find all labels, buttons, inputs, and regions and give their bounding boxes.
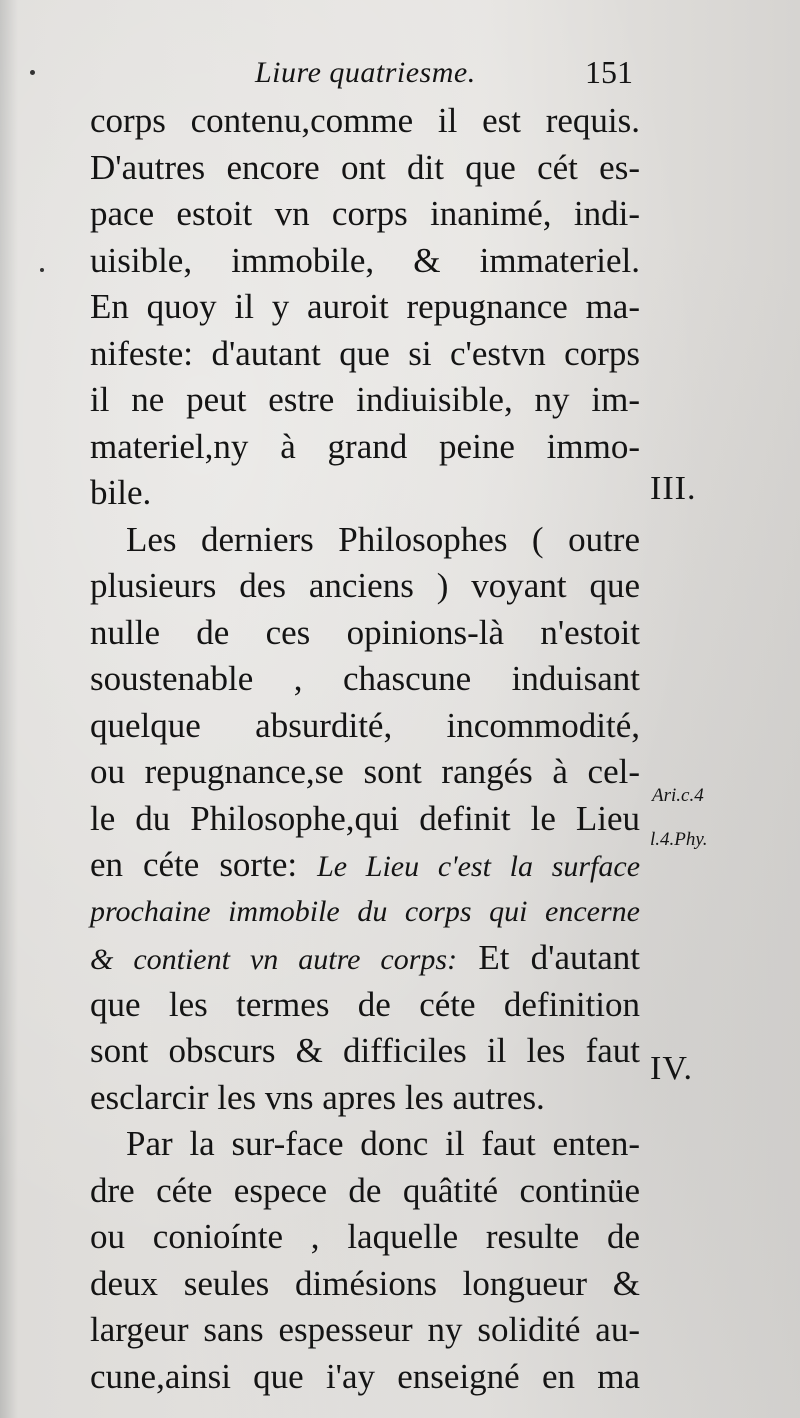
body-text — [90, 98, 640, 1400]
text-line: cune,ainsi que i'ay enseigné en ma — [90, 1356, 640, 1396]
text-line: dre céte espece de quâtité continüe — [90, 1170, 640, 1210]
text-line: materiel,ny à grand peine immo- — [90, 426, 640, 466]
definition-italic: & contient vn autre corps: — [90, 943, 458, 976]
definition-italic-line: prochaine immobile du corps qui encerne — [90, 894, 640, 928]
text-line: En quoy il y auroit repugnance ma- — [90, 287, 640, 326]
text-line-with-definition — [90, 842, 640, 889]
text-line: il ne peut estre indiuisible, ny im- — [90, 380, 640, 419]
ink-dot — [40, 268, 44, 272]
definition-lead: en céte sorte: — [90, 845, 298, 884]
text-line: corps contenu,comme il est requis. — [90, 101, 640, 140]
text-line-with-definition — [90, 935, 640, 982]
section-number-3: III. — [650, 470, 697, 507]
definition-tail: Et d'autant — [478, 938, 640, 977]
text-line: deux seules dimésions longueur & — [90, 1263, 640, 1303]
text-line: D'autres encore ont dit que cét es- — [90, 147, 640, 187]
definition-italic: Le Lieu c'est la surface — [317, 850, 641, 883]
marginal-reference-line-2: l.4.Phy. — [650, 829, 708, 850]
section-number-4: IV. — [650, 1050, 693, 1087]
text-line: nulle de ces opinions-là n'estoit — [90, 612, 640, 652]
text-line: sont obscurs & difficiles il les faut — [90, 1031, 640, 1070]
text-line: nifeste: d'autant que si c'estvn corps — [90, 333, 640, 373]
text-line: largeur sans espesseur ny solidité au- — [90, 1310, 640, 1349]
marginal-reference-line-1: Ari.c.4 — [652, 785, 704, 806]
running-head — [0, 52, 800, 92]
text-line: plusieurs des anciens ) voyant que — [90, 566, 640, 605]
text-line: ou repugnance,se sont rangés à cel- — [90, 752, 640, 791]
running-head-title: Liure quatriesme. — [255, 56, 476, 89]
text-line: soustenable , chascune induisant — [90, 659, 640, 698]
text-line: que les termes de céte definition — [90, 984, 640, 1024]
paragraph-start-line: Par la sur-face donc il faut enten- — [126, 1124, 640, 1163]
text-line: le du Philosophe,qui definit le Lieu — [90, 798, 640, 838]
text-line: esclarcir les vns apres les autres. — [90, 1077, 545, 1117]
paragraph-start-line: Les derniers Philosophes ( outre — [126, 519, 640, 559]
page-number: 151 — [585, 54, 633, 90]
text-line: ou conioínte , laquelle resulte de — [90, 1217, 640, 1256]
text-line: pace estoit vn corps inanimé, indi- — [90, 194, 640, 233]
text-line: uisible, immobile, & immateriel. — [90, 240, 640, 280]
text-line: bile. — [90, 473, 152, 512]
text-line: quelque absurdité, incommodité, — [90, 705, 640, 745]
